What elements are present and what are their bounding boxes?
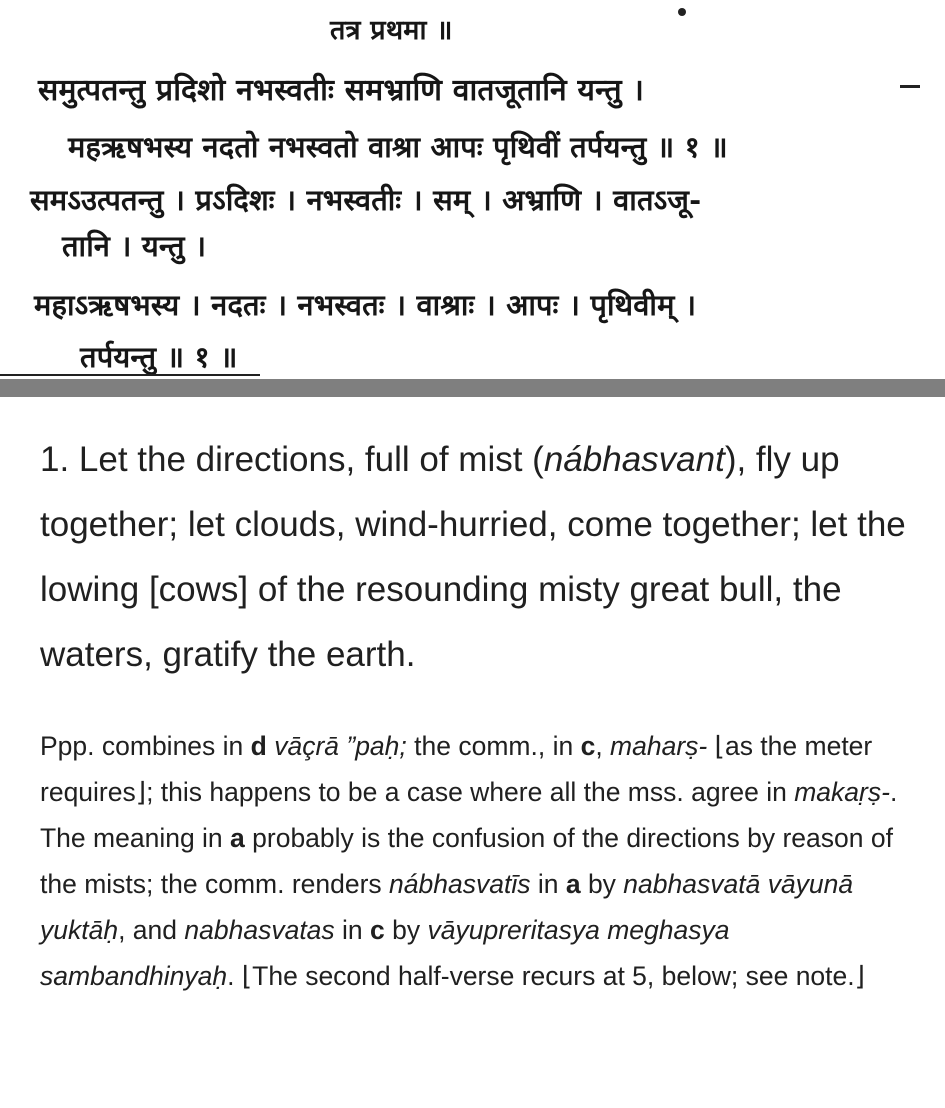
scan-line-3: समऽउत्पतन्तु । प्रऽदिशः । नभस्वतीः । सम् । अभ्राणि । वातऽजू- — [30, 183, 702, 217]
note-term: nábhasvatīs — [389, 869, 531, 899]
note-term: makaṛṣ- — [794, 777, 890, 807]
note-text: Ppp. combines in — [40, 731, 251, 761]
scan-line-5: महाऽऋषभस्य । नदतः । नभस्वतः । वाश्राः । आपः । पृथिवीम् । — [34, 288, 697, 322]
note-term: nabhasvatas — [184, 915, 335, 945]
note-text: by — [580, 869, 624, 899]
scan-line-2: महऋषभस्य नदतो नभस्वतो वाश्रा आपः पृथिवीं तर्पयन्तु ॥ १ ॥ — [68, 130, 728, 164]
verse-translation — [40, 427, 910, 687]
note-text: , — [595, 731, 611, 761]
scan-rule — [0, 374, 260, 376]
note-text: by — [384, 915, 428, 945]
note-text: . ⌊The second half-verse recurs at 5, below; see note.⌋ — [227, 961, 865, 991]
scan-line-6: तर्पयन्तु ॥ १ ॥ — [80, 340, 238, 374]
note-text: in — [530, 869, 566, 899]
note-ref: c — [580, 731, 596, 761]
verse-term: nábhasvant — [543, 440, 725, 479]
note-text: the comm., in — [406, 731, 581, 761]
note-term: vāyupreritasya meghasya sambandhinyaḥ — [40, 915, 730, 991]
note-ref: c — [370, 915, 385, 945]
note-text: . The meaning in — [40, 777, 898, 853]
note-term: maharṣ- — [610, 731, 708, 761]
note-text: probably is the confusion of the directions by reason of the mists; the comm. renders — [40, 823, 893, 899]
note-text: in — [334, 915, 371, 945]
note-text: ⌊as the meter requires⌋; this happens to be a case where all the mss. agree in — [40, 731, 873, 807]
ink-dash — [900, 85, 920, 88]
note-text: , and — [118, 915, 185, 945]
verse-text-2: ), fly up together; let clouds, wind-hurried, come together; let the lowing [cows] of the resounding misty great bull, the waters, gratify the earth. — [40, 440, 906, 674]
scan-heading: तत्र प्रथमा ॥ — [330, 15, 453, 46]
verse-text-1: 1. Let the directions, full of mist ( — [40, 440, 544, 479]
scan-line-4: तानि । यन्तु । — [62, 229, 207, 263]
note-ref: a — [230, 823, 245, 853]
ink-dot — [678, 8, 686, 16]
commentary-note — [40, 723, 910, 999]
note-ref: d — [250, 731, 267, 761]
note-term: nabhasvatā vāyunā yuktāḥ — [40, 869, 854, 945]
sanskrit-scan-image — [0, 0, 945, 380]
note-term: vāçrā ”paḥ; — [266, 731, 407, 761]
section-divider — [0, 379, 945, 397]
note-ref: a — [565, 869, 581, 899]
scan-line-1: समुत्पतन्तु प्रदिशो नभस्वतीः समभ्राणि वातजूतानि यन्तु । — [38, 73, 645, 108]
